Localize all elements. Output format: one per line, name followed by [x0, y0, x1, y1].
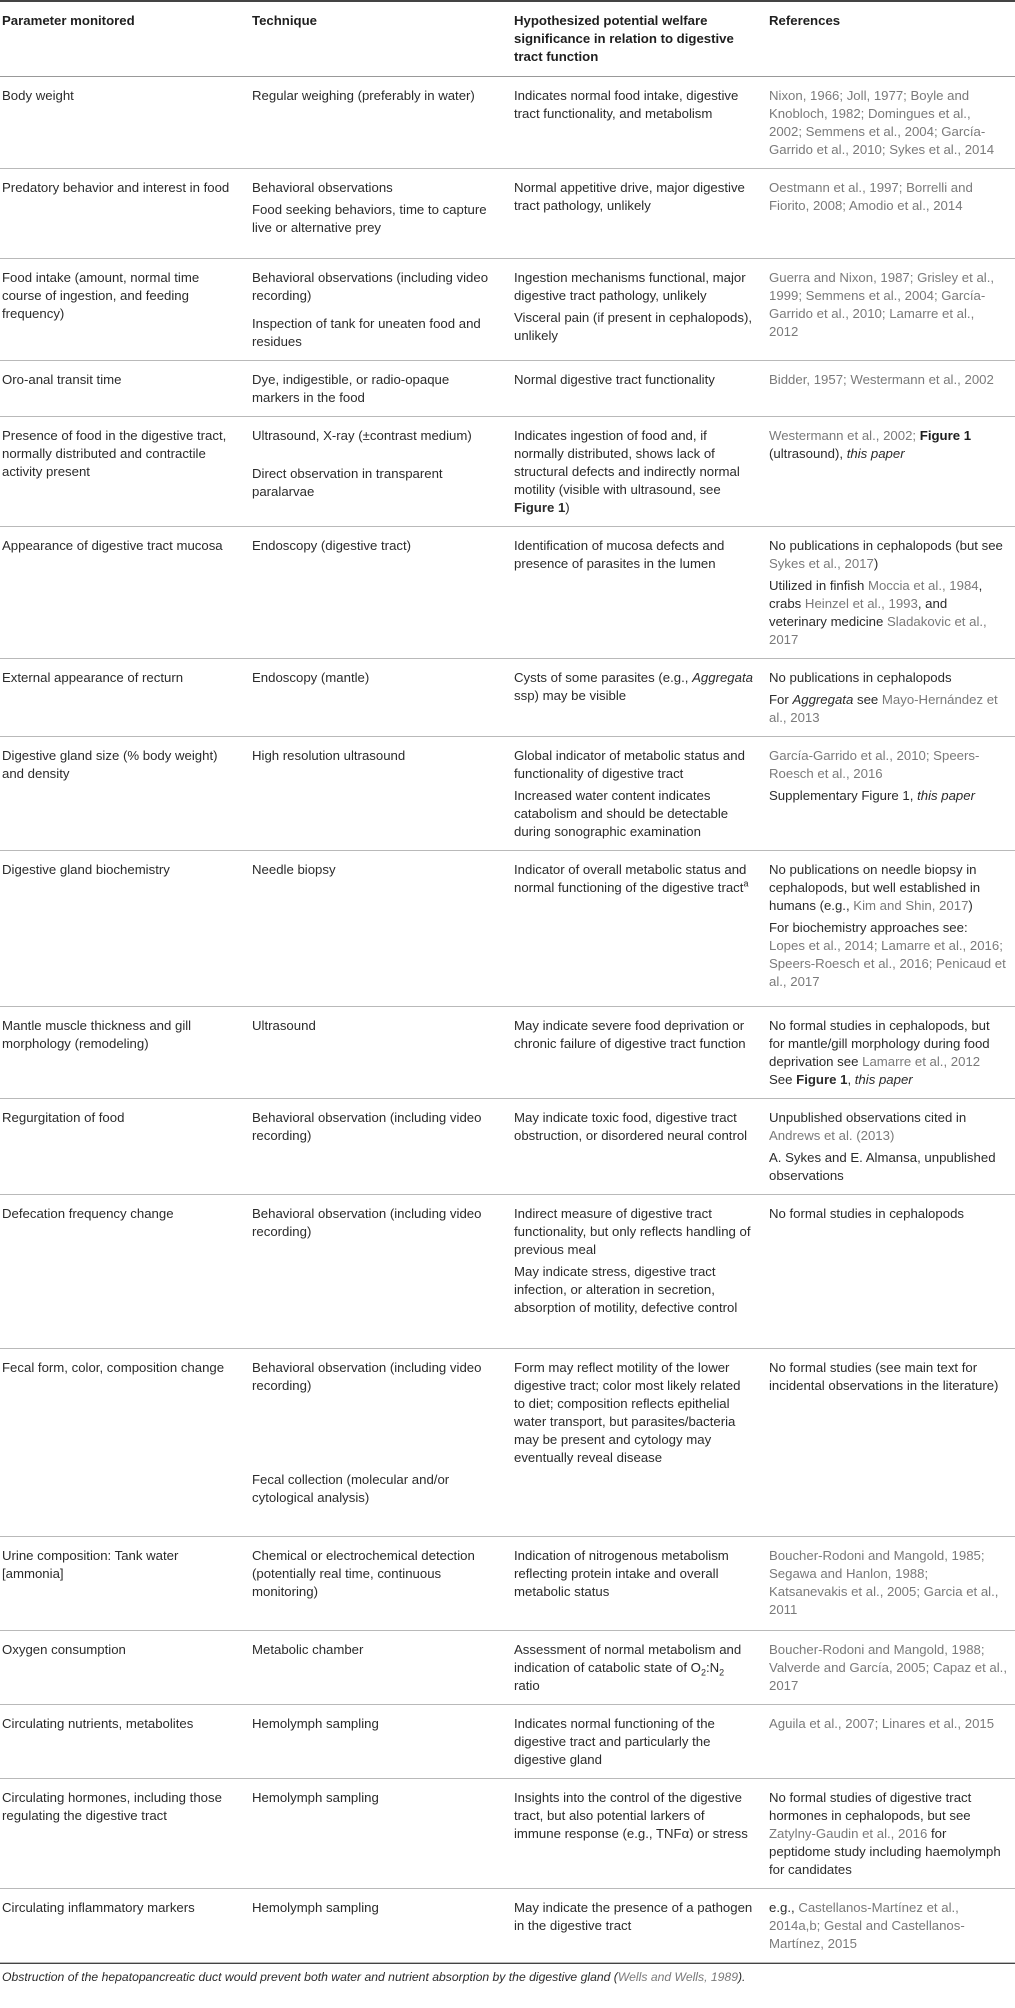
cell-parameter: Food intake (amount, normal time course of ingestion, and feeding frequency) — [0, 259, 244, 361]
reference-link[interactable]: Moccia et al., 1984 — [867, 578, 979, 593]
cell-technique: Endoscopy (digestive tract) — [244, 527, 506, 659]
reference-link[interactable]: García-Garrido et al., 2010; Speers-Roesch et al., 2016 — [769, 748, 980, 781]
reference-link[interactable]: Wells and Wells, 1989 — [617, 1970, 738, 1984]
reference-link[interactable]: Westermann et al., 2002; — [769, 428, 920, 443]
cell-parameter: Circulating inflammatory markers — [0, 1889, 244, 1963]
reference-line — [769, 537, 1007, 573]
cell-technique: Chemical or electrochemical detection (potentially real time, continuous monitoring) — [244, 1537, 506, 1631]
reference-link[interactable]: Andrews et al. (2013) — [769, 1128, 895, 1143]
cell-parameter: Digestive gland size (% body weight) and density — [0, 737, 244, 851]
cell-technique: Metabolic chamber — [244, 1631, 506, 1705]
cell-significance — [506, 737, 761, 851]
header-technique: Technique — [244, 1, 506, 77]
reference-line — [769, 1109, 1007, 1145]
reference-text: See — [769, 1072, 797, 1087]
cell-technique — [244, 1349, 506, 1537]
reference-text: (ultrasound), — [769, 446, 847, 461]
significance-text: Assessment of normal metabolism and indication of catabolic state of O — [514, 1642, 742, 1675]
reference-link[interactable]: Boucher-Rodoni and Mangold, 1985; Segawa and Hanlon, 1988; Katsanevakis et al., 2005; Garcia et al., 2011 — [769, 1548, 999, 1617]
cell-parameter: Predatory behavior and interest in food — [0, 169, 244, 259]
cell-references — [761, 1537, 1015, 1631]
table-header — [0, 1, 1015, 77]
cell-significance: Insights into the control of the digestive tract, but also potential larkers of immune response (e.g., TNFα) or stress — [506, 1779, 761, 1889]
table-row — [0, 1889, 1015, 1963]
table-row — [0, 1779, 1015, 1889]
cell-technique: Needle biopsy — [244, 851, 506, 1007]
reference-text: ) — [873, 556, 879, 571]
technique-line: Fecal collection (molecular and/or cytological analysis) — [252, 1472, 450, 1505]
cell-technique: Hemolymph sampling — [244, 1705, 506, 1779]
subscript: 2 — [700, 1667, 706, 1678]
cell-significance: Indicates normal food intake, digestive tract functionality, and metabolism — [506, 77, 761, 169]
reference-link[interactable]: Heinzel et al., 1993 — [804, 596, 918, 611]
cell-references — [761, 361, 1015, 417]
reference-link[interactable]: Kim and Shin, 2017 — [853, 898, 969, 913]
this-paper-text: this paper — [917, 788, 975, 803]
cell-parameter: Circulating hormones, including those regulating the digestive tract — [0, 1779, 244, 1889]
cell-parameter: Body weight — [0, 77, 244, 169]
technique-line: Behavioral observation (including video recording) — [252, 1360, 482, 1393]
cell-parameter: Mantle muscle thickness and gill morphology (remodeling) — [0, 1007, 244, 1099]
reference-link[interactable]: Lamarre et al., 2012 — [862, 1054, 981, 1069]
reference-line — [769, 577, 1007, 649]
reference-line — [769, 861, 1007, 915]
cell-references — [761, 1631, 1015, 1705]
table-row — [0, 1631, 1015, 1705]
reference-text: No publications in cephalopods (but see — [769, 538, 1003, 553]
cell-significance: Normal appetitive drive, major digestive tract pathology, unlikely — [506, 169, 761, 259]
significance-line: Global indicator of metabolic status and functionality of digestive tract — [514, 748, 745, 781]
footnote-marker: a — [743, 878, 749, 889]
cell-significance — [506, 259, 761, 361]
cell-references — [761, 417, 1015, 527]
reference-link[interactable]: Castellanos-Martínez et al., 2014a,b; Gestal and Castellanos-Martínez, 2015 — [769, 1900, 965, 1951]
genus-name: Aggregata — [792, 692, 854, 707]
significance-text: ratio — [514, 1678, 540, 1693]
cell-references: No formal studies (see main text for incidental observations in the literature) — [761, 1349, 1015, 1537]
table-row — [0, 1195, 1015, 1349]
significance-line: Ingestion mechanisms functional, major digestive tract pathology, unlikely — [514, 270, 746, 303]
technique-line: Food seeking behaviors, time to capture live or alternative prey — [252, 202, 487, 235]
table-row — [0, 361, 1015, 417]
cell-references: No formal studies in cephalopods — [761, 1195, 1015, 1349]
header-significance: Hypothesized potential welfare significance in relation to digestive tract function — [506, 1, 761, 77]
cell-significance — [506, 417, 761, 527]
cell-significance: May indicate the presence of a pathogen in the digestive tract — [506, 1889, 761, 1963]
significance-text: Indicates ingestion of food and, if normally distributed, shows lack of structural defects and indirectly normal motility (visible with ultrasound, see — [514, 428, 740, 497]
cell-references — [761, 169, 1015, 259]
cell-references — [761, 259, 1015, 361]
table-row — [0, 527, 1015, 659]
reference-line: A. Sykes and E. Almansa, unpublished observations — [769, 1150, 996, 1183]
cell-technique: Regular weighing (preferably in water) — [244, 77, 506, 169]
reference-line — [769, 787, 1007, 805]
reference-link[interactable]: Mayo-Hernández et al., 2013 — [769, 692, 998, 725]
reference-text: No formal studies of digestive tract hormones in cephalopods, but see — [769, 1790, 972, 1823]
cell-references — [761, 1779, 1015, 1889]
cell-references — [761, 527, 1015, 659]
figure-1-link[interactable]: Figure 1 — [919, 428, 972, 443]
cell-significance — [506, 851, 761, 1007]
reference-text: No publications on needle biopsy in cephalopods, but well established in humans (e.g., — [769, 862, 981, 913]
reference-link[interactable]: Sladakovic et al., 2017 — [769, 614, 987, 647]
reference-text: Supplementary Figure 1, — [769, 788, 918, 803]
cell-references — [761, 1705, 1015, 1779]
cell-significance — [506, 1195, 761, 1349]
reference-link[interactable]: Sykes et al., 2017 — [769, 556, 874, 571]
cell-parameter: Circulating nutrients, metabolites — [0, 1705, 244, 1779]
table-row — [0, 659, 1015, 737]
table-row — [0, 1007, 1015, 1099]
cell-technique: Ultrasound — [244, 1007, 506, 1099]
cell-parameter: Fecal form, color, composition change — [0, 1349, 244, 1537]
significance-text: ) — [565, 500, 570, 515]
table-row — [0, 169, 1015, 259]
cell-parameter: Presence of food in the digestive tract, normally distributed and contractile activity present — [0, 417, 244, 527]
technique-line: Inspection of tank for uneaten food and residues — [252, 316, 481, 349]
genus-name: Aggregata — [692, 670, 753, 685]
cell-technique: Behavioral observation (including video recording) — [244, 1195, 506, 1349]
reference-text: see — [853, 692, 882, 707]
cell-technique — [244, 169, 506, 259]
header-references: References — [761, 1, 1015, 77]
reference-text: , — [847, 1072, 855, 1087]
cell-significance: May indicate severe food deprivation or chronic failure of digestive tract function — [506, 1007, 761, 1099]
significance-line: Indirect measure of digestive tract functionality, but only reflects handling of previous meal — [514, 1206, 751, 1257]
cell-significance: Indicates normal functioning of the digestive tract and particularly the digestive gland — [506, 1705, 761, 1779]
reference-link[interactable]: Boucher-Rodoni and Mangold, 1988; Valverde and García, 2005; Capaz et al., 2017 — [769, 1642, 1008, 1693]
footnote-text: ). — [738, 1970, 746, 1984]
reference-text: For biochemistry approaches see: — [769, 920, 968, 935]
this-paper-text: this paper — [846, 446, 905, 461]
cell-references — [761, 737, 1015, 851]
technique-line: Behavioral observations — [252, 180, 393, 195]
cell-parameter: Appearance of digestive tract mucosa — [0, 527, 244, 659]
cell-parameter: Regurgitation of food — [0, 1099, 244, 1195]
reference-link[interactable]: Guerra and Nixon, 1987; Grisley et al., 1999; Semmens et al., 2004; García-Garrido et al., 2010; Lamarre et al., 2012 — [769, 270, 995, 339]
cell-parameter: Oro-anal transit time — [0, 361, 244, 417]
figure-1-link[interactable]: Figure 1 — [796, 1072, 848, 1087]
cell-technique: Endoscopy (mantle) — [244, 659, 506, 737]
cell-technique — [244, 259, 506, 361]
reference-link[interactable]: Nixon, 1966; Joll, 1977; Boyle and Knobloch, 1982; Domingues et al., 2002; Semmens et al., 2004; García-Garrido et al., 2010; Sykes et al., 2014 — [769, 88, 995, 157]
reference-text: No formal studies in cephalopods, but for mantle/gill morphology during food deprivation see — [769, 1018, 990, 1069]
cell-references — [761, 1889, 1015, 1963]
cell-references — [761, 77, 1015, 169]
reference-link[interactable]: Lopes et al., 2014; Lamarre et al., 2016; Speers-Roesch et al., 2016; Penicaud et al., 2017 — [769, 938, 1006, 989]
table-row — [0, 77, 1015, 169]
technique-line: Ultrasound, X-ray (±contrast medium) — [252, 428, 472, 443]
table-row — [0, 1537, 1015, 1631]
cell-parameter: Urine composition: Tank water [ammonia] — [0, 1537, 244, 1631]
reference-text: ) — [968, 898, 973, 913]
footnote-text: Obstruction of the hepatopancreatic duct would prevent both water and nutrient absorption by the digestive gland ( — [2, 1970, 618, 1984]
cell-parameter: External appearance of recturn — [0, 659, 244, 737]
header-parameter: Parameter monitored — [0, 1, 244, 77]
reference-text: for peptidome study including haemolymph for candidates — [769, 1826, 1001, 1877]
significance-text: :N — [705, 1660, 720, 1675]
cell-technique: High resolution ultrasound — [244, 737, 506, 851]
reference-text: , and veterinary medicine — [769, 596, 948, 629]
reference-link[interactable]: Aguila et al., 2007; Linares et al., 2015 — [769, 1716, 995, 1731]
significance-line: May indicate stress, digestive tract infection, or alteration in secretion, absorption of motility, defective control — [514, 1264, 738, 1315]
cell-significance: May indicate toxic food, digestive tract obstruction, or disordered neural control — [506, 1099, 761, 1195]
reference-line: No publications in cephalopods — [769, 670, 952, 685]
cell-significance: Normal digestive tract functionality — [506, 361, 761, 417]
cell-technique — [244, 417, 506, 527]
table-row — [0, 259, 1015, 361]
cell-references — [761, 851, 1015, 1007]
cell-references — [761, 1007, 1015, 1099]
significance-text: Indicator of overall metabolic status and normal functioning of the digestive tract — [514, 862, 747, 895]
reference-link[interactable]: Zatylny-Gaudin et al., 2016 — [769, 1826, 928, 1841]
subscript: 2 — [719, 1667, 725, 1678]
table-row — [0, 851, 1015, 1007]
table-footnote — [0, 1963, 1015, 1984]
table-row — [0, 1099, 1015, 1195]
table-row — [0, 1705, 1015, 1779]
significance-line: Visceral pain (if present in cephalopods), unlikely — [514, 310, 752, 343]
cell-parameter: Defecation frequency change — [0, 1195, 244, 1349]
significance-line: Increased water content indicates catabolism and should be detectable during sonographic examination — [514, 788, 729, 839]
reference-link[interactable]: Oestmann et al., 1997; Borrelli and Fiorito, 2008; Amodio et al., 2014 — [769, 180, 973, 213]
significance-text: Cysts of some parasites (e.g., — [514, 670, 693, 685]
cell-references — [761, 1099, 1015, 1195]
cell-significance: Identification of mucosa defects and presence of parasites in the lumen — [506, 527, 761, 659]
this-paper-text: this paper — [854, 1072, 913, 1087]
reference-text: Unpublished observations cited in — [769, 1110, 967, 1125]
figure-1-link[interactable]: Figure 1 — [514, 500, 566, 515]
cell-significance: Form may reflect motility of the lower digestive tract; color most likely related to diet; composition reflects epithelial water transport, but parasites/bacteria may be present and cytology may eventually reveal disease — [506, 1349, 761, 1537]
reference-text: Utilized in finfish — [769, 578, 868, 593]
table-row — [0, 417, 1015, 527]
cell-technique: Dye, indigestible, or radio-opaque markers in the food — [244, 361, 506, 417]
cell-technique: Hemolymph sampling — [244, 1779, 506, 1889]
reference-line — [769, 919, 1007, 991]
cell-significance: Indication of nitrogenous metabolism reflecting protein intake and overall metabolic status — [506, 1537, 761, 1631]
cell-technique: Hemolymph sampling — [244, 1889, 506, 1963]
significance-text: ssp) may be visible — [514, 688, 627, 703]
cell-significance — [506, 659, 761, 737]
cell-significance — [506, 1631, 761, 1705]
table-row — [0, 737, 1015, 851]
cell-references — [761, 659, 1015, 737]
technique-line: Behavioral observations (including video recording) — [252, 270, 489, 303]
reference-text: e.g., — [769, 1900, 799, 1915]
reference-link[interactable]: Bidder, 1957; Westermann et al., 2002 — [769, 372, 994, 387]
technique-line: Direct observation in transparent paralarvae — [252, 466, 443, 499]
header-row — [0, 1, 1015, 77]
reference-text: , crabs — [769, 578, 983, 611]
reference-text: For — [769, 692, 793, 707]
cell-parameter: Oxygen consumption — [0, 1631, 244, 1705]
cell-parameter: Digestive gland biochemistry — [0, 851, 244, 1007]
table-row — [0, 1349, 1015, 1537]
cell-technique: Behavioral observation (including video recording) — [244, 1099, 506, 1195]
reference-line — [769, 691, 1007, 727]
